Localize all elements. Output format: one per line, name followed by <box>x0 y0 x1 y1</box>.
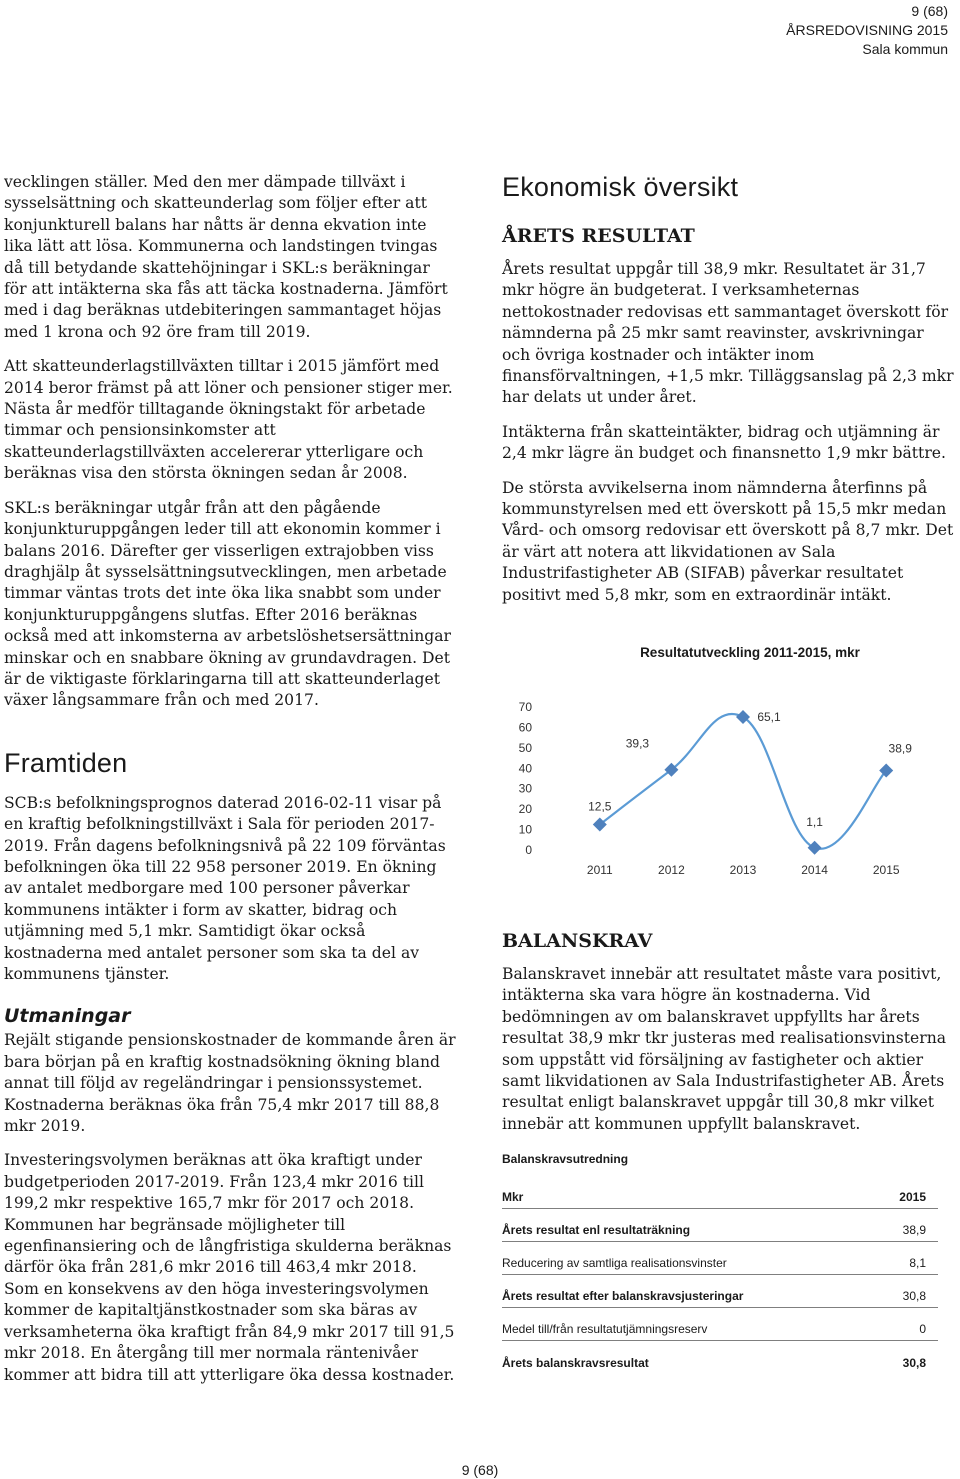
page-number: 9 (68) <box>911 3 948 19</box>
balanskrav-section <box>502 930 954 1148</box>
heading-arets-resultat: ÅRETS RESULTAT <box>502 225 695 247</box>
balance-table-title: Balanskravsutredning <box>502 1152 629 1166</box>
paragraph: Rejält stigande pensionskostnader de kommande åren är bara början på en kraftig kostnadsökning ökning bland annat till följd av regeländringar i pensionssystemet. Kostnaderna beräknas öka från 75,4 mkr 2017 till 88,8 mkr 2019. <box>4 1031 456 1136</box>
paragraph: Årets resultat uppgår till 38,9 mkr. Resultatet är 31,7 mkr högre än budgeterat. I verksamheternas nettokostnader redovisas ett sammantaget överskott för nämnderna på 25 mkr samt reavinster, avskrivningar och övriga kostnader och intäkter inom finansförvaltningen, +1,5 mkr. Tilläggsanslag på 2,3 mkr har delats ut under året. <box>502 260 954 407</box>
heading-utmaningar: Utmaningar <box>4 1005 131 1028</box>
row-label: Årets resultat efter balanskravsjusteringar <box>502 1289 744 1303</box>
y-tick-label: 40 <box>518 761 532 776</box>
balance-header-year: 2015 <box>899 1190 926 1204</box>
y-tick-label: 20 <box>518 802 532 817</box>
report-title: ÅRSREDOVISNING 2015 <box>786 22 948 38</box>
row-value: 0 <box>919 1322 926 1336</box>
x-tick-label: 2014 <box>801 863 828 877</box>
row-value: 30,8 <box>902 1289 926 1303</box>
data-point-marker <box>808 841 822 855</box>
heading-ekonomisk-oversikt: Ekonomisk översikt <box>502 172 739 202</box>
y-tick-label: 50 <box>518 740 532 755</box>
paragraph: Balanskravet innebär att resultatet måste vara positivt, intäkterna ska vara högre än kostnaderna. Vid bedömningen av om balanskravet uppfyllts har årets resultat 38,9 mkr tkr justeras med realisationsvinsterna som uppstått vid försäljning av fastigheter och aktier samt likvidationen av Sala Industrifastigheter AB. Årets resultat enligt balanskravet uppgår till 30,8 mkr vilket innebär att kommunen uppfyllt balanskravet. <box>502 965 947 1133</box>
organization-name: Sala kommun <box>862 41 948 57</box>
result-line-chart <box>502 690 942 890</box>
paragraph: vecklingen ställer. Med den mer dämpade tillväxt i sysselsättning och skatteunderlag som följer efter att konjunkturell balans har nåtts är denna ekvation inte lika lätt att lösa. Kommunerna och landstingen tvingas då till betydande skattehöjningar i SKL:s beräkningar för att intäkterna ska fås att täcka kostnaderna. Jämfört med i dag beräknas utdebiteringen sammantaget höjas med 1 krona och 92 öre fram till 2019. <box>4 173 448 341</box>
balance-header-row <box>502 1176 938 1209</box>
table-row <box>502 1275 938 1308</box>
table-row <box>502 1341 938 1374</box>
y-tick-label: 70 <box>518 700 532 714</box>
x-tick-label: 2011 <box>586 863 613 877</box>
row-label: Medel till/från resultatutjämningsreserv <box>502 1322 708 1336</box>
series-line <box>600 714 886 849</box>
paragraph: SKL:s beräkningar utgår från att den pågående konjunkturuppgången leder till att ekonomin kommer i balans 2016. Därefter ger visserligen extrajobben viss draghjälp åt sysselsättningsutvecklingen, men arbetade timmar väntas trots det inte öka lika snabbt som under konjunkturuppgångens slutfas. Efter 2016 beräknas också med att inkomsterna av arbetslöshetsersättningar minskar och en snabbare ökning av grundavdragen. Det är de viktigaste förklaringarna till att skatteunderlaget växer långsammare från och med 2017. <box>4 498 452 710</box>
page-footer: 9 (68) <box>461 1462 499 1478</box>
y-tick-label: 30 <box>518 781 532 796</box>
x-tick-label: 2015 <box>872 863 900 877</box>
paragraph: Att skatteunderlagstillväxten tilltar i 2015 jämfört med 2014 beror främst på att löner och pensioner stiger mer. Nästa år medför tilltagande ökningstakt för arbetade timmar och pensionsinkomster att skatteunderlagstillväxten accelererar ytterligare och beräknas visa den största ökningen sedan år 2008. <box>4 357 453 483</box>
table-row <box>502 1209 938 1242</box>
table-row <box>502 1308 938 1341</box>
data-label: 65,1 <box>757 710 781 725</box>
data-label: 38,9 <box>888 741 912 756</box>
paragraph: SCB:s befolkningsprognos daterad 2016-02-11 visar på en kraftig befolkningstillväxt i Sala för perioden 2017-2019. Från dagens befolkningsnivå på 22 109 förväntas befolkningen öka till 22 958 personer 2019. En ökning av antalet medborgare med 100 personer påverkar kommunens intäkter i form av skatter, bidrag och utjämning med 5,1 mkr. Samtidigt ökar också kostnaderna med antalet personer som ska ta del av kommunens tjänster. <box>4 793 446 983</box>
paragraph: Intäkterna från skatteintäkter, bidrag och utjämning är 2,4 mkr lägre än budget och finansnetto 1,9 mkr bättre. <box>502 422 946 463</box>
y-tick-label: 60 <box>518 720 532 735</box>
chart-title: Resultatutveckling 2011-2015, mkr <box>640 645 860 660</box>
data-label: 12,5 <box>588 799 612 814</box>
row-value: 30,8 <box>902 1356 926 1370</box>
paragraph: Investeringsvolymen beräknas att öka kraftigt under budgetperioden 2017-2019. Från 123,4 mkr 2016 till 199,2 mkr respektive 165,7 mkr för 2017 och 2018. Kommunen har begränsade möjligheter till egenfinansiering och de långfristiga skulderna beräknas därför öka från 281,6 mkr 2016 till 463,4 mkr 2018. Som en konsekvens av den höga investeringsvolymen kommer de kapitaltjänstkostnader som ska bäras av verksamheterna öka kraftigt från 84,9 mkr 2017 till 91,5 mkr 2018. En återgång till mer normala räntenivåer kommer att bidra till att ytterligare öka dessa kostnader. <box>4 1151 455 1384</box>
x-tick-label: 2013 <box>729 863 757 877</box>
balance-table <box>502 1152 938 1374</box>
table-row <box>502 1242 938 1275</box>
balance-header-label: Mkr <box>502 1190 524 1204</box>
data-label: 39,3 <box>625 736 650 751</box>
data-label: 1,1 <box>806 814 823 829</box>
y-tick-label: 0 <box>525 843 532 857</box>
y-tick-label: 10 <box>518 822 532 837</box>
row-label: Reducering av samtliga realisationsvinster <box>502 1256 727 1270</box>
left-column <box>4 172 456 1399</box>
row-label: Årets balanskravsresultat <box>502 1356 649 1370</box>
x-tick-label: 2012 <box>658 863 685 877</box>
row-label: Årets resultat enl resultaträkning <box>502 1223 691 1237</box>
heading-framtiden: Framtiden <box>4 747 128 778</box>
page-header <box>786 2 948 59</box>
right-column <box>502 172 954 619</box>
paragraph: De största avvikelserna inom nämnderna återfinns på kommunstyrelsen med ett överskott på 15,5 mkr medan Vård- och omsorg redovisar ett överskott på 8,7 mkr. Det är värt att notera att likvidationen av Sala Industrifastigheter AB (SIFAB) påverkar resultatet positivt med 5,8 mkr, som en extraordinär intäkt. <box>502 478 954 604</box>
row-value: 8,1 <box>909 1256 926 1270</box>
row-value: 38,9 <box>902 1223 926 1237</box>
heading-balanskrav: BALANSKRAV <box>502 930 653 952</box>
